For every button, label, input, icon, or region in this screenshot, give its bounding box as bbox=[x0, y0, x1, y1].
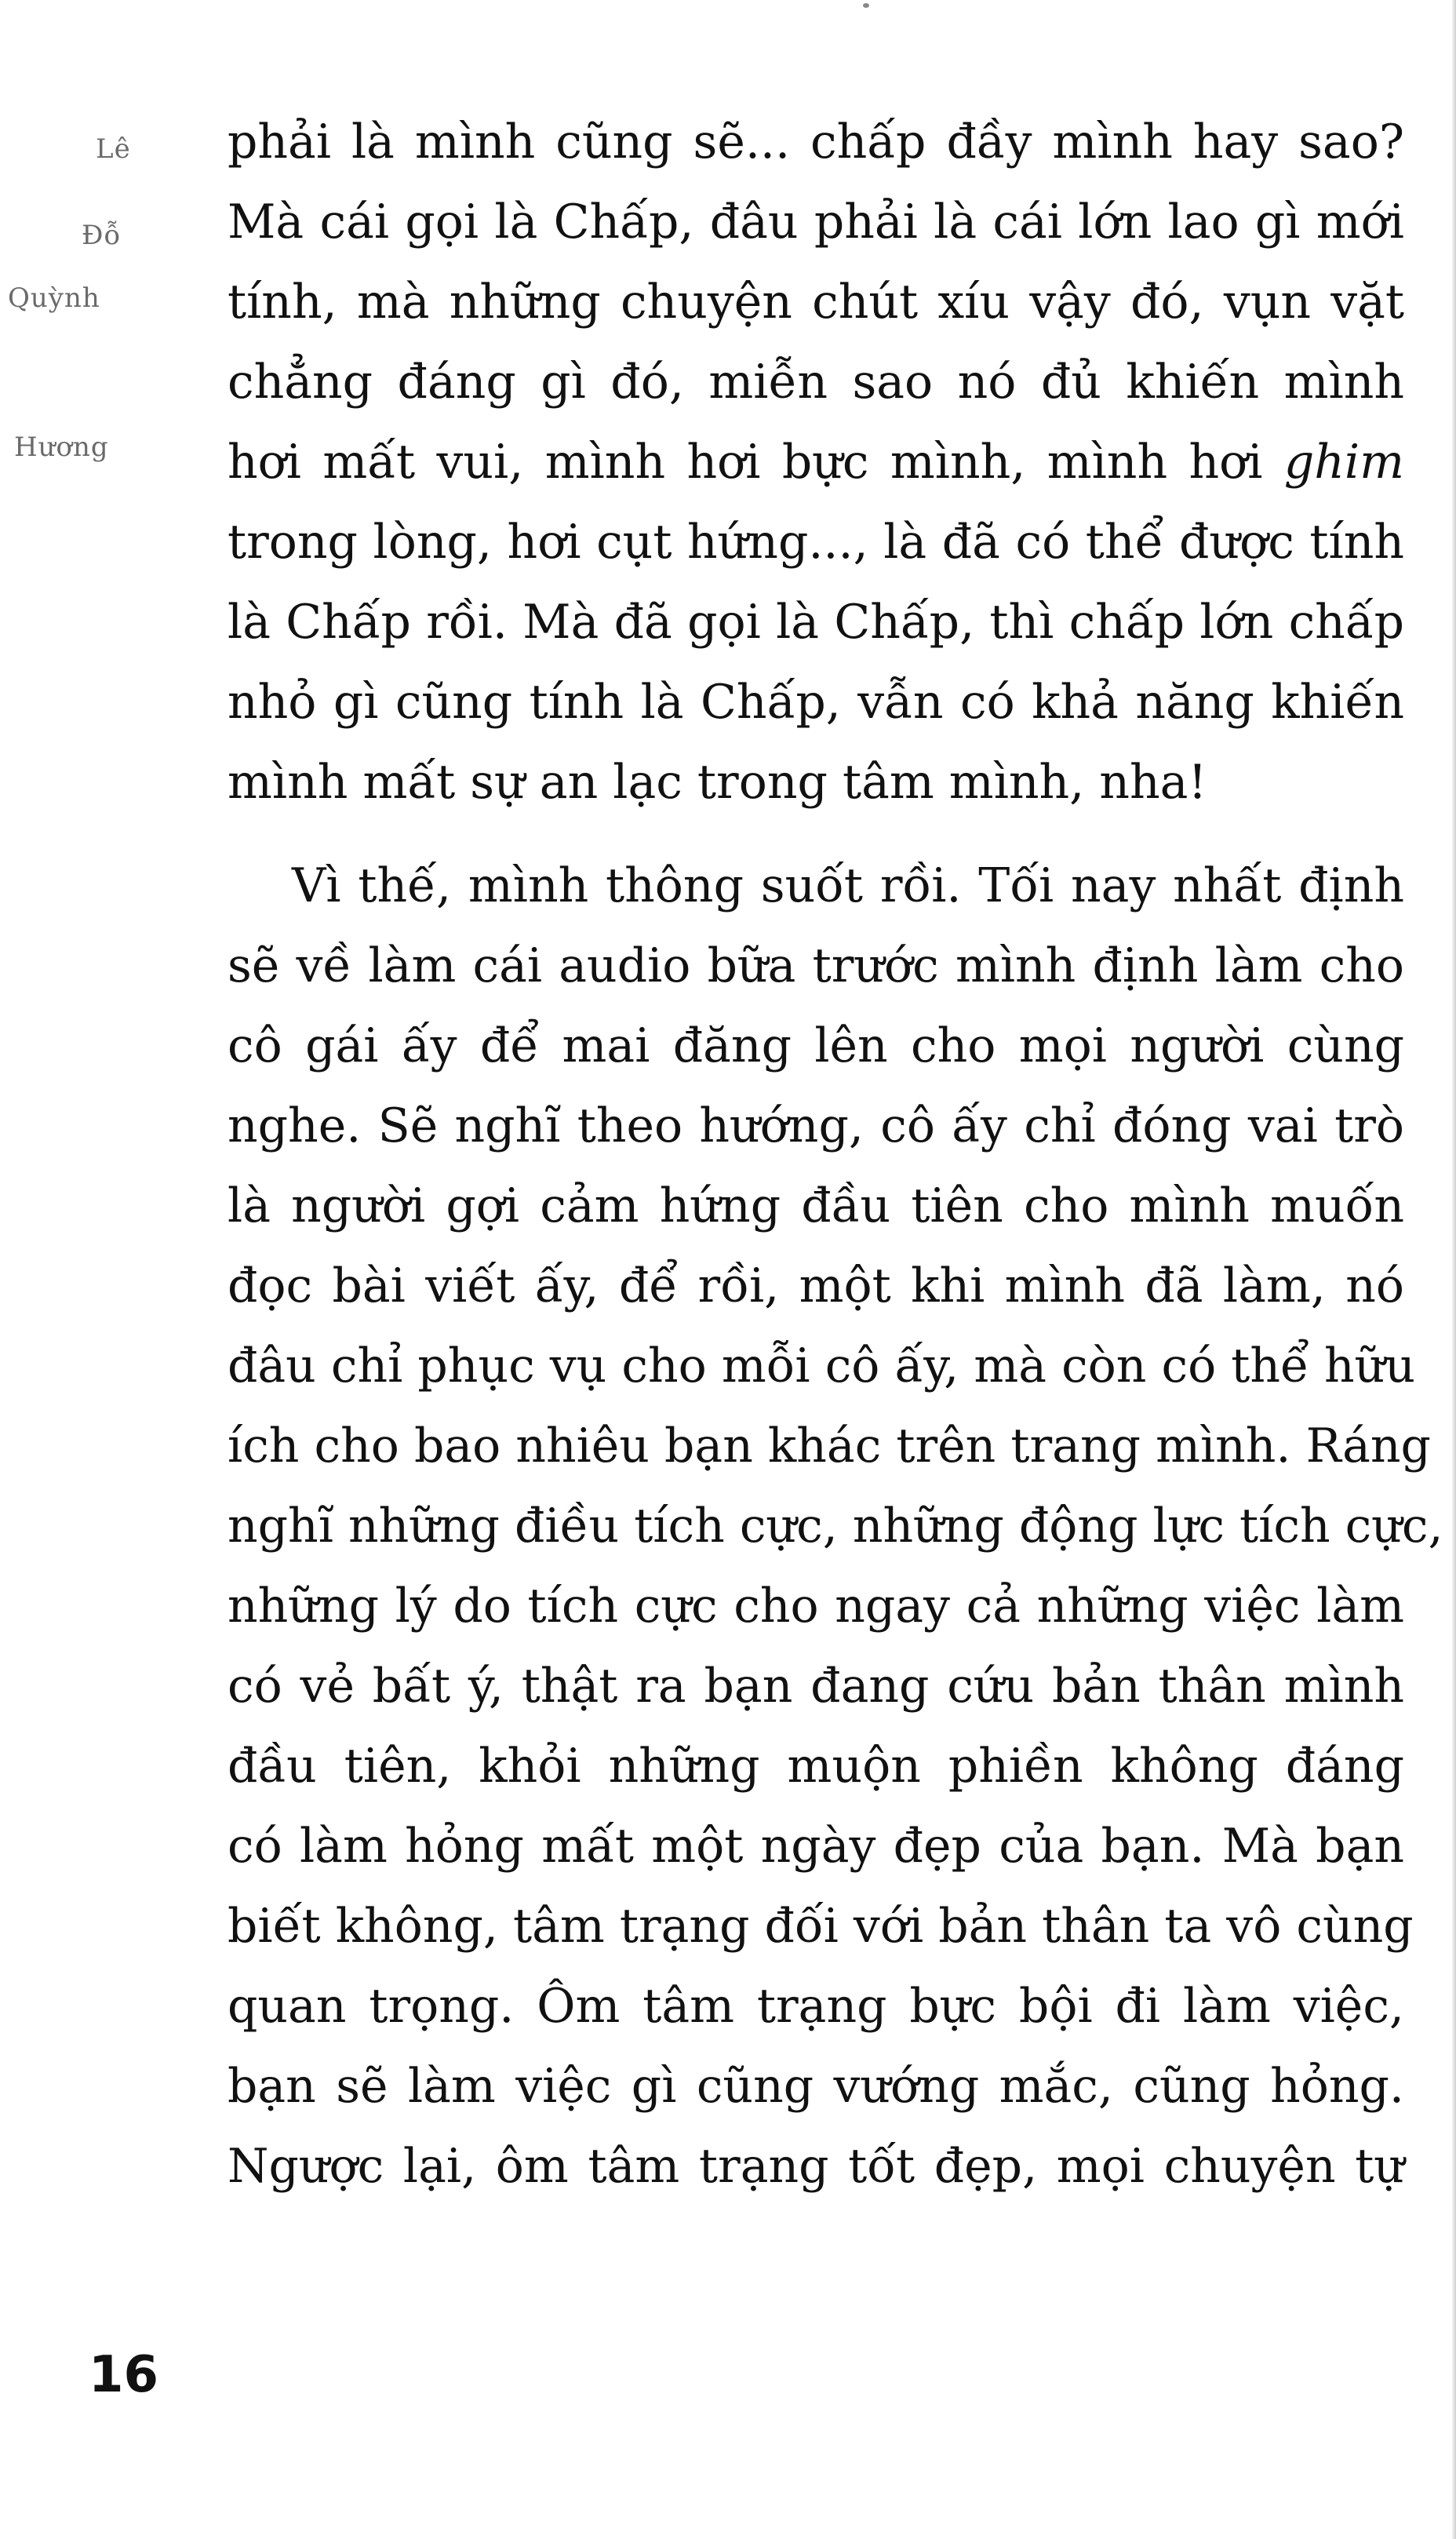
author-name-line-2: Đỗ bbox=[82, 220, 122, 251]
scan-speck bbox=[863, 3, 869, 8]
author-name-line-1: Lê bbox=[96, 133, 131, 165]
text-line: ích cho bao nhiêu bạn khác trên trang mình. Ráng bbox=[228, 1419, 1431, 1473]
text-line: đầu tiên, khỏi những muộn phiền không đáng bbox=[228, 1739, 1404, 1794]
author-name-line-4: Hương bbox=[14, 432, 109, 463]
author-name-line-3: Quỳnh bbox=[8, 282, 100, 314]
text-line: là Chấp rồi. Mà đã gọi là Chấp, thì chấp lớn chấp bbox=[228, 595, 1404, 650]
text-line: tính, mà những chuyện chút xíu vậy đó, vụn vặt bbox=[228, 275, 1404, 330]
paragraph-2 bbox=[228, 846, 1443, 2206]
text-line: Mà cái gọi là Chấp, đâu phải là cái lớn lao gì mới bbox=[228, 195, 1404, 250]
text-line: chẳng đáng gì đó, miễn sao nó đủ khiến mình bbox=[228, 355, 1404, 410]
page-number: 16 bbox=[89, 2346, 159, 2404]
text-line: trong lòng, hơi cụt hứng..., là đã có thể được tính bbox=[228, 515, 1404, 570]
text-line: bạn sẽ làm việc gì cũng vướng mắc, cũng hỏng. bbox=[228, 2059, 1404, 2114]
text-line: Ngược lại, ôm tâm trạng tốt đẹp, mọi chuyện tự bbox=[228, 2139, 1404, 2194]
text-segment: hơi mất vui, mình hơi bực mình, mình hơi bbox=[228, 435, 1284, 490]
text-line bbox=[228, 422, 1404, 502]
text-line: phải là mình cũng sẽ... chấp đầy mình hay sao? bbox=[228, 115, 1404, 169]
italic-word: ghim bbox=[1283, 435, 1404, 490]
text-line: có vẻ bất ý, thật ra bạn đang cứu bản thân mình bbox=[228, 1659, 1404, 1714]
text-line: Vì thế, mình thông suốt rồi. Tối nay nhất định bbox=[292, 858, 1404, 913]
text-line: có làm hỏng mất một ngày đẹp của bạn. Mà bạn bbox=[228, 1819, 1404, 1874]
text-line: mình mất sự an lạc trong tâm mình, nha! bbox=[228, 755, 1207, 810]
page-edge bbox=[1451, 0, 1456, 2539]
text-line: những lý do tích cực cho ngay cả những việc làm bbox=[228, 1579, 1404, 1634]
text-line: đâu chỉ phục vụ cho mỗi cô ấy, mà còn có thể hữu bbox=[228, 1339, 1415, 1393]
body-text bbox=[228, 102, 1443, 2206]
text-line: nhỏ gì cũng tính là Chấp, vẫn có khả năng khiến bbox=[228, 675, 1404, 730]
text-line: là người gợi cảm hứng đầu tiên cho mình muốn bbox=[228, 1178, 1404, 1233]
text-line: nghe. Sẽ nghĩ theo hướng, cô ấy chỉ đóng vai trò bbox=[228, 1098, 1404, 1153]
text-line: đọc bài viết ấy, để rồi, một khi mình đã làm, nó bbox=[228, 1259, 1404, 1313]
text-line: nghĩ những điều tích cực, những động lực tích cực, bbox=[228, 1499, 1443, 1554]
text-line: biết không, tâm trạng đối với bản thân ta vô cùng bbox=[228, 1899, 1414, 1954]
text-line: quan trọng. Ôm tâm trạng bực bội đi làm việc, bbox=[228, 1979, 1404, 2034]
paragraph-1 bbox=[228, 102, 1404, 822]
text-line: sẽ về làm cái audio bữa trước mình định làm cho bbox=[228, 938, 1404, 993]
text-line: cô gái ấy để mai đăng lên cho mọi người cùng bbox=[228, 1018, 1404, 1073]
